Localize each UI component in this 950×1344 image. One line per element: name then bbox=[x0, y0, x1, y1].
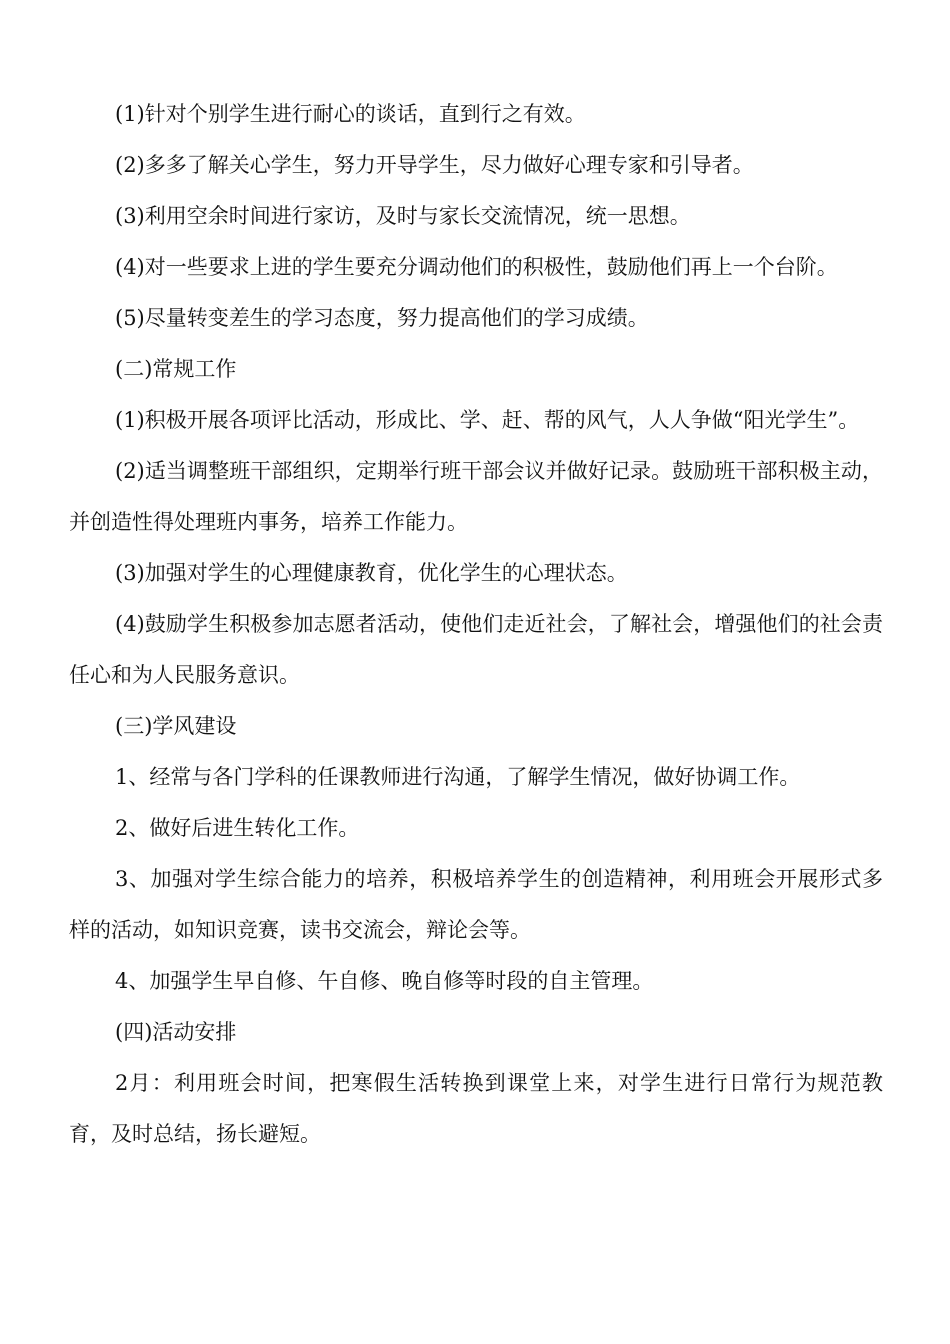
paragraph-routine-4: (4)鼓励学生积极参加志愿者活动，使他们走近社会，了解社会，增强他们的社会责任心和为人民服务意识。 bbox=[69, 612, 883, 687]
paragraph-study-4: 4、加强学生早自修、午自修、晚自修等时段的自主管理。 bbox=[115, 969, 654, 993]
paragraph-routine-2: (2)适当调整班干部组织，定期举行班干部会议并做好记录。鼓励班干部积极主动，并创造性得处理班内事务，培养工作能力。 bbox=[69, 459, 883, 534]
paragraph-item-1: (1)针对个别学生进行耐心的谈话，直到行之有效。 bbox=[115, 102, 586, 126]
paragraph-study-1: 1、经常与各门学科的任课教师进行沟通，了解学生情况，做好协调工作。 bbox=[115, 765, 801, 789]
section-heading-activities: (四)活动安排 bbox=[115, 1020, 237, 1044]
paragraph-activity-february: 2月：利用班会时间，把寒假生活转换到课堂上来，对学生进行日常行为规范教育，及时总结，扬长避短。 bbox=[69, 1071, 883, 1146]
paragraph-routine-1: (1)积极开展各项评比活动，形成比、学、赶、帮的风气，人人争做“阳光学生”。 bbox=[115, 408, 860, 432]
paragraph-item-5: (5)尽量转变差生的学习态度，努力提高他们的学习成绩。 bbox=[115, 306, 649, 330]
document-body bbox=[69, 89, 883, 1160]
paragraph-routine-3: (3)加强对学生的心理健康教育，优化学生的心理状态。 bbox=[115, 561, 628, 585]
paragraph-item-3: (3)利用空余时间进行家访，及时与家长交流情况，统一思想。 bbox=[115, 204, 691, 228]
paragraph-study-2: 2、做好后进生转化工作。 bbox=[115, 816, 360, 840]
paragraph-item-2: (2)多多了解关心学生，努力开导学生，尽力做好心理专家和引导者。 bbox=[115, 153, 754, 177]
paragraph-study-3: 3、加强对学生综合能力的培养，积极培养学生的创造精神，利用班会开展形式多样的活动，如知识竞赛，读书交流会，辩论会等。 bbox=[69, 867, 883, 942]
section-heading-routine-work: (二)常规工作 bbox=[115, 357, 237, 381]
section-heading-study-style: (三)学风建设 bbox=[115, 714, 237, 738]
paragraph-item-4: (4)对一些要求上进的学生要充分调动他们的积极性，鼓励他们再上一个台阶。 bbox=[115, 255, 838, 279]
